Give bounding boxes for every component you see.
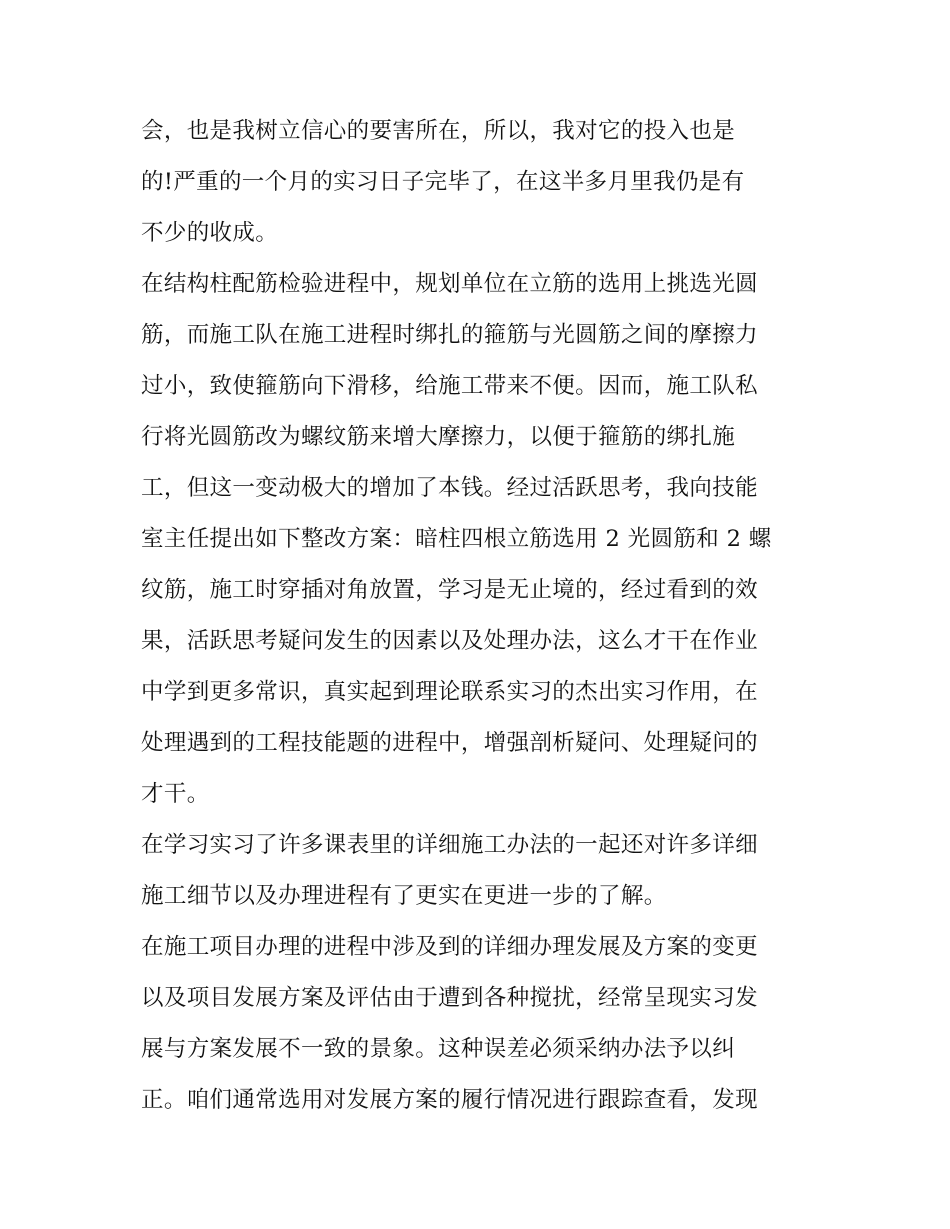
text-line-4: 在结构柱配筋检验进程中，规划单位在立筋的选用上挑选光圆 <box>141 271 758 297</box>
text-line-12: 中学到更多常识，真实起到理论联系实习的杰出实习作用，在 <box>141 679 758 705</box>
text-line-2: 的!严重的一个月的实习日子完毕了，在这半多月里我仍是有 <box>141 169 745 195</box>
text-line-15: 在学习实习了许多课表里的详细施工办法的一起还对许多详细 <box>141 832 758 858</box>
text-line-19: 展与方案发展不一致的景象。这种误差必须采纳办法予以纠 <box>141 1036 736 1062</box>
text-line-17: 在施工项目办理的进程中涉及到的详细办理发展及方案的变更 <box>141 934 758 960</box>
text-line-10: 纹筋，施工时穿插对角放置，学习是无止境的，经过看到的效 <box>141 577 758 603</box>
text-line-3: 不少的收成。 <box>141 220 279 246</box>
body-text <box>141 106 813 1126</box>
text-line-6: 过小，致使箍筋向下滑移，给施工带来不便。因而，施工队私 <box>141 373 758 399</box>
text-line-14: 才干。 <box>141 781 210 807</box>
text-line-8: 工，但这一变动极大的增加了本钱。经过活跃思考，我向技能 <box>141 475 758 501</box>
text-line-16: 施工细节以及办理进程有了更实在更进一步的了解。 <box>141 883 667 909</box>
text-line-9: 室主任提出如下整改方案：暗柱四根立筋选用 2 光圆筋和 2 螺 <box>141 526 772 552</box>
text-line-18: 以及项目发展方案及评估由于遭到各种搅扰，经常呈现实习发 <box>141 985 758 1011</box>
text-line-5: 筋，而施工队在施工进程时绑扎的箍筋与光圆筋之间的摩擦力 <box>141 322 758 348</box>
text-line-7: 行将光圆筋改为螺纹筋来增大摩擦力，以便于箍筋的绑扎施 <box>141 424 736 450</box>
text-line-20: 正。咱们通常选用对发展方案的履行情况进行跟踪查看，发现 <box>141 1087 758 1113</box>
text-line-1: 会，也是我树立信心的要害所在，所以，我对它的投入也是 <box>141 118 736 144</box>
text-line-13: 处理遇到的工程技能题的进程中，增强剖析疑问、处理疑问的 <box>141 730 758 756</box>
text-line-11: 果，活跃思考疑问发生的因素以及处理办法，这么才干在作业 <box>141 628 758 654</box>
